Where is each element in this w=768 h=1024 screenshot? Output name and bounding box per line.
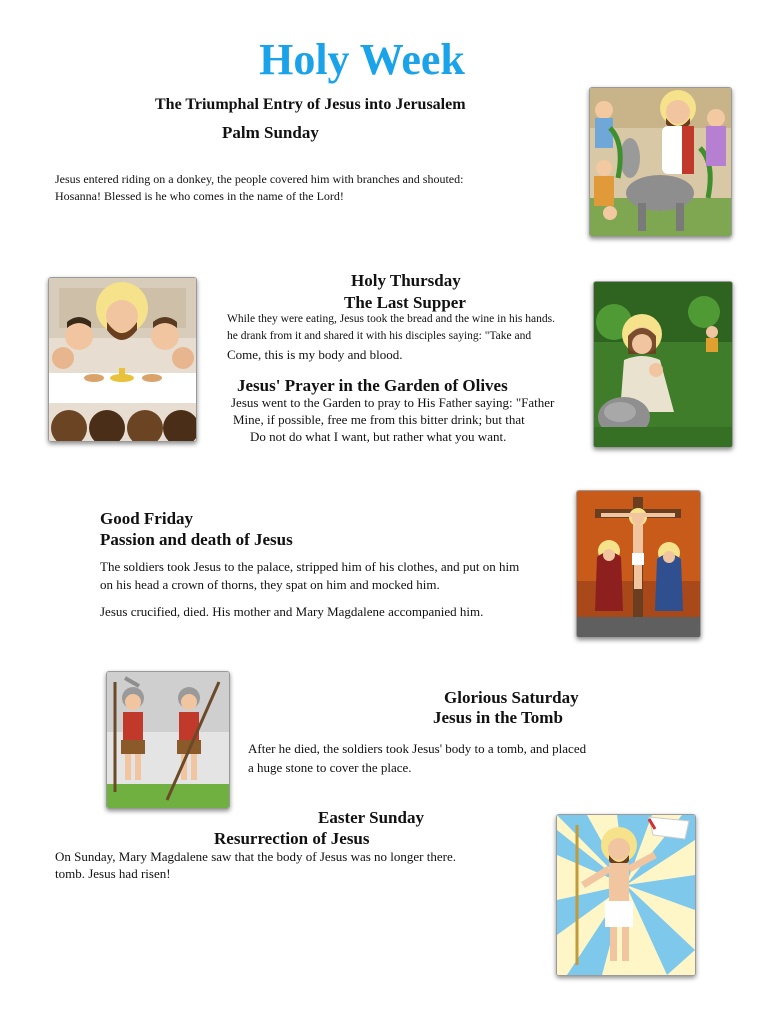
- garden-heading: Jesus' Prayer in the Garden of Olives: [237, 376, 508, 395]
- palm-heading: Palm Sunday: [222, 123, 319, 142]
- garden-prayer-illustration: [593, 281, 733, 448]
- saturday-line-1: After he died, the soldiers took Jesus' body to a tomb, and placed: [248, 741, 587, 756]
- garden-line-2: Mine, if possible, free me from this bitter drink; but that: [233, 412, 525, 427]
- page-title: Holy Week: [259, 35, 465, 84]
- thursday-subheading: The Last Supper: [344, 293, 466, 312]
- easter-subheading: Resurrection of Jesus: [214, 829, 370, 848]
- palm-subtitle: The Triumphal Entry of Jesus into Jerusalem: [155, 96, 466, 113]
- saturday-heading: Glorious Saturday: [444, 688, 579, 707]
- crucifixion-illustration: [576, 490, 701, 638]
- thursday-line-3: Come, this is my body and blood.: [227, 347, 403, 362]
- last-supper-illustration: [48, 277, 197, 442]
- thursday-line-2: he drank from it and shared it with his disciples saying: "Take and: [227, 330, 532, 342]
- thursday-heading: Holy Thursday: [351, 271, 461, 290]
- saturday-subheading: Jesus in the Tomb: [433, 708, 563, 727]
- easter-line-2: tomb. Jesus had risen!: [55, 866, 171, 881]
- garden-line-3: Do not do what I want, but rather what you want.: [250, 429, 507, 444]
- garden-line-1: Jesus went to the Garden to pray to His Father saying: "Father: [231, 395, 555, 410]
- friday-subheading: Passion and death of Jesus: [100, 530, 293, 549]
- resurrection-illustration: [556, 814, 696, 976]
- easter-line-1: On Sunday, Mary Magdalene saw that the body of Jesus was no longer there.: [55, 849, 456, 864]
- palm-sunday-illustration: [589, 87, 732, 237]
- friday-line-2: on his head a crown of thorns, they spat on him and mocked him.: [100, 577, 440, 592]
- friday-heading: Good Friday: [100, 509, 194, 528]
- saturday-line-2: a huge stone to cover the place.: [248, 760, 412, 775]
- friday-line-3: Jesus crucified, died. His mother and Mary Magdalene accompanied him.: [100, 604, 484, 619]
- tomb-guards-illustration: [106, 671, 230, 809]
- friday-line-1: The soldiers took Jesus to the palace, stripped him of his clothes, and put on him: [100, 559, 520, 574]
- palm-line-2: Hosanna! Blessed is he who comes in the name of the Lord!: [55, 189, 344, 203]
- easter-heading: Easter Sunday: [318, 808, 424, 827]
- palm-line-1: Jesus entered riding on a donkey, the people covered him with branches and shouted:: [55, 172, 464, 186]
- thursday-line-1: While they were eating, Jesus took the bread and the wine in his hands.: [227, 313, 555, 325]
